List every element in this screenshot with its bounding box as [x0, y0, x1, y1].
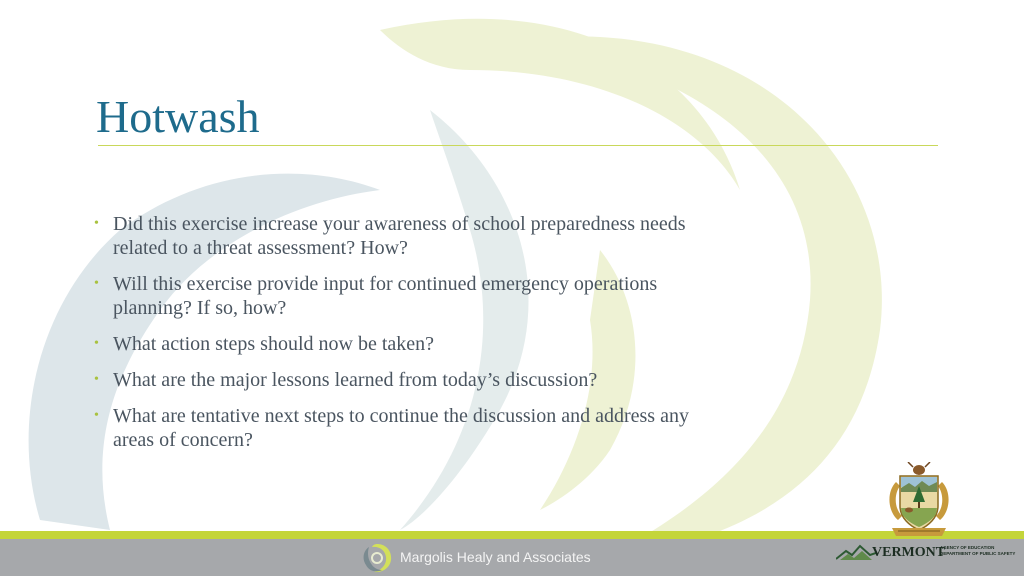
bullet-marker-icon: •	[94, 216, 99, 231]
bullet-item	[92, 404, 712, 452]
bullet-item	[92, 212, 712, 260]
bullet-marker-icon: •	[94, 372, 99, 387]
bullet-item	[92, 368, 712, 392]
vermont-agency-names	[940, 545, 1015, 557]
vermont-state-seal-icon	[884, 462, 954, 540]
bullet-marker-icon: •	[94, 336, 99, 351]
bullet-marker-icon: •	[94, 408, 99, 423]
agency-line: AGENCY OF EDUCATION	[940, 545, 995, 550]
bullet-marker-icon: •	[94, 276, 99, 291]
margolis-healy-swirl-logo-icon	[360, 541, 394, 575]
vermont-wordmark: VERMONT	[872, 545, 946, 560]
agency-line: DEPARTMENT OF PUBLIC SAFETY	[940, 551, 1016, 556]
footer-org-name: Margolis Healy and Associates	[400, 549, 591, 565]
bullet-text: Did this exercise increase your awareness of school preparedness needs related to a threat assessment? How?	[113, 213, 686, 259]
footer-accent-stripe	[0, 531, 1024, 539]
title-divider	[98, 145, 938, 146]
bullet-text: What are tentative next steps to continue the discussion and address any areas of concern?	[113, 405, 689, 451]
slide-title: Hotwash	[96, 91, 260, 142]
bullet-text: What action steps should now be taken?	[113, 333, 435, 355]
bullet-list	[92, 212, 712, 464]
bullet-text: What are the major lessons learned from today’s discussion?	[113, 369, 598, 391]
bullet-item	[92, 272, 712, 320]
bullet-item	[92, 332, 712, 356]
footer-bar	[0, 539, 1024, 576]
vermont-mountain-logo-icon	[836, 543, 876, 561]
bullet-text: Will this exercise provide input for continued emergency operations planning? If so, how?	[113, 273, 658, 319]
